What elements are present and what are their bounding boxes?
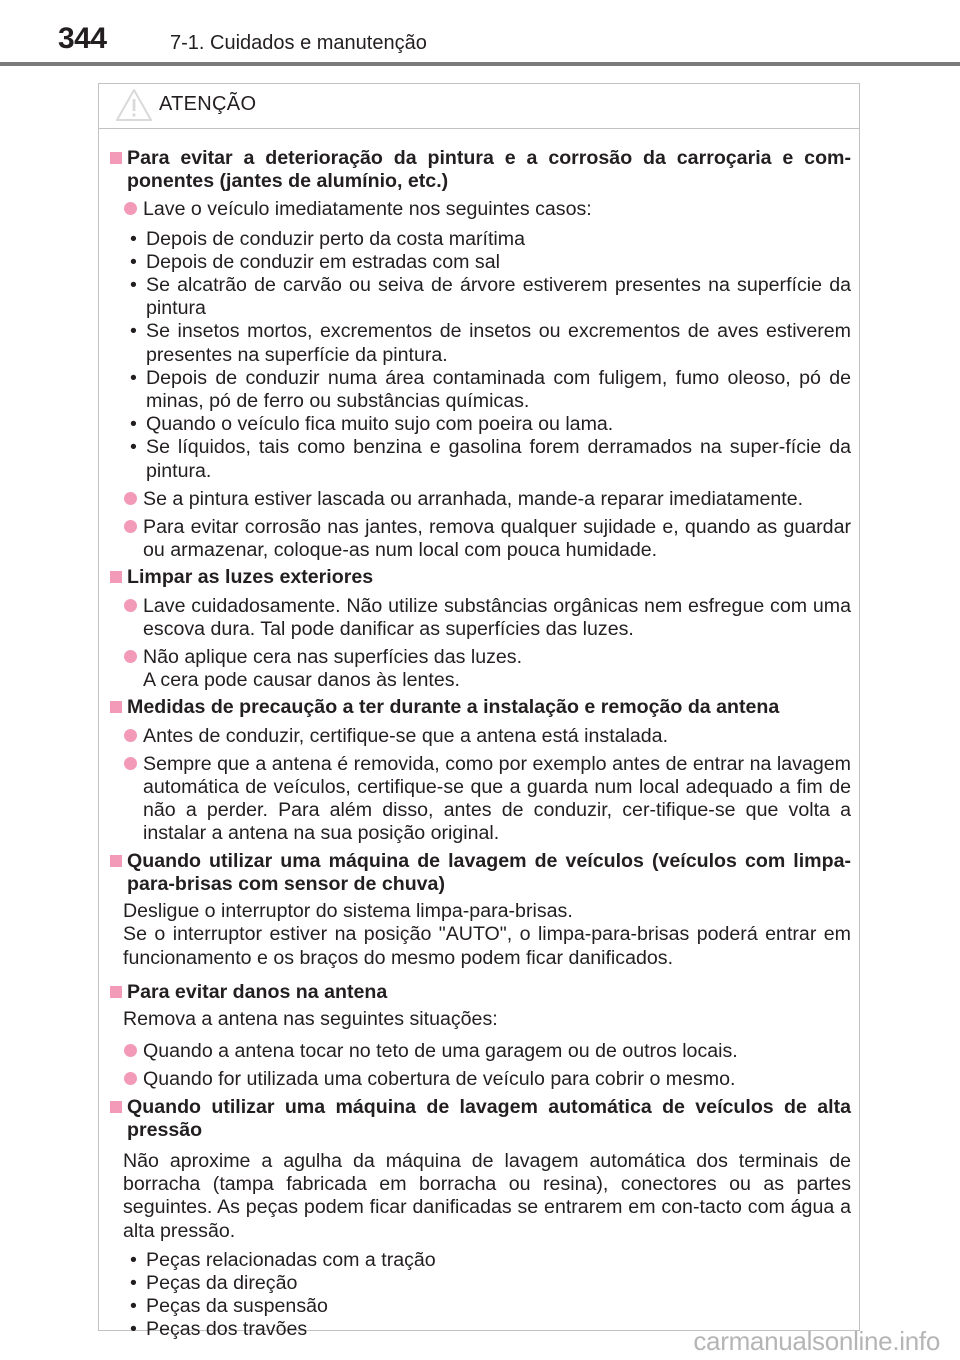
circle-item	[109, 488, 851, 511]
bullet-icon: •	[130, 413, 137, 436]
bullet-item-text: Depois de conduzir numa área contaminada com fuligem, fumo oleoso, pó de minas, pó de ferro ou substâncias químicas.	[146, 366, 851, 413]
section-heading	[109, 147, 851, 193]
square-bullet-icon	[110, 701, 122, 713]
circle-item	[109, 516, 851, 562]
bullet-item	[109, 274, 851, 320]
square-bullet-icon	[110, 855, 122, 867]
circle-item-text: A cera pode causar danos às lentes.	[143, 669, 460, 692]
warning-content	[109, 147, 851, 1342]
circle-item	[109, 595, 851, 641]
bullet-item-text: Depois de conduzir perto da costa marítima	[146, 227, 525, 250]
bullet-icon: •	[130, 320, 137, 343]
circle-item-text: Quando for utilizada uma cobertura de veículo para cobrir o mesmo.	[143, 1068, 736, 1091]
section-heading	[109, 981, 851, 1004]
bullet-item	[109, 1272, 851, 1295]
bullet-icon: •	[130, 250, 137, 273]
section-heading	[109, 1096, 851, 1142]
circle-item	[109, 646, 851, 692]
bullet-icon: •	[130, 1271, 137, 1294]
circle-item	[109, 1040, 851, 1063]
warning-label: ATENÇÃO	[159, 93, 257, 115]
page-number: 344	[58, 22, 107, 55]
section-heading-text: Medidas de precaução a ter durante a instalação e remoção da antena	[127, 696, 780, 719]
bullet-item-text: Peças dos travões	[146, 1318, 308, 1341]
section-heading-text: Quando utilizar uma máquina de lavagem de veículos (veículos com limpa-para-brisas com sensor de chuva)	[127, 849, 851, 895]
bullet-item	[109, 436, 851, 482]
circle-bullet-icon	[124, 1044, 137, 1057]
circle-item-text: Se a pintura estiver lascada ou arranhada, mande-a reparar imediatamente.	[143, 487, 804, 510]
circle-item-text: Lave cuidadosamente. Não utilize substâncias orgânicas nem esfregue com uma escova dura. Tal pode danificar as superfícies das luzes.	[143, 594, 851, 640]
paragraph: Não aproxime a agulha da máquina de lavagem automática dos terminais de borracha (tampa fabricada em borracha ou resina), conectores ou as partes seguintes. As peças podem ficar danificadas se entrarem em con-tacto com água a alta pressão.	[123, 1149, 851, 1242]
paragraph: Remova a antena nas seguintes situações:	[123, 1007, 498, 1030]
watermark: carmanualsonline.info	[693, 1326, 940, 1356]
circle-item-text: Não aplique cera nas superfícies das luzes.	[143, 646, 523, 669]
warning-divider	[99, 128, 859, 129]
bullet-item	[109, 1249, 851, 1272]
circle-item-text: Quando a antena tocar no teto de uma garagem ou de outros locais.	[143, 1040, 738, 1063]
section-heading-text: Para evitar a deterioração da pintura e a corrosão da carroçaria e com-ponentes (jantes de alumínio, etc.)	[127, 147, 851, 193]
bullet-icon: •	[130, 274, 137, 297]
paragraph-line: Desligue o interruptor do sistema limpa-para-brisas.	[123, 900, 573, 923]
section-heading	[109, 696, 851, 719]
circle-item	[109, 1068, 851, 1091]
bullet-item-text: Peças relacionadas com a tração	[146, 1248, 436, 1271]
circle-bullet-icon	[124, 599, 137, 612]
circle-bullet-icon	[124, 1072, 137, 1085]
bullet-icon: •	[130, 436, 137, 459]
header-divider	[0, 62, 960, 66]
bullet-icon: •	[130, 227, 137, 250]
section-title: 7-1. Cuidados e manutenção	[170, 32, 427, 54]
bullet-icon: •	[130, 1295, 137, 1318]
bullet-item	[109, 251, 851, 274]
bullet-item	[109, 228, 851, 251]
bullet-item-text: Se alcatrão de carvão ou seiva de árvore estiverem presentes na superfície da pintura	[146, 274, 851, 320]
bullet-item	[109, 413, 851, 436]
circle-item-text: Para evitar corrosão nas jantes, remova qualquer sujidade e, quando as guardar ou armazenar, coloque-as num local com pouca humidade.	[143, 516, 851, 562]
bullet-icon: •	[130, 366, 137, 389]
circle-item	[109, 725, 851, 748]
bullet-item-text: Peças da suspensão	[146, 1295, 328, 1318]
bullet-item-text: Depois de conduzir em estradas com sal	[146, 250, 500, 273]
circle-item	[109, 198, 851, 221]
circle-item-text: Antes de conduzir, certifique-se que a antena está instalada.	[143, 724, 669, 747]
circle-bullet-icon	[124, 202, 137, 215]
section-heading-text: Quando utilizar uma máquina de lavagem automática de veículos de alta pressão	[127, 1095, 851, 1141]
section-heading	[109, 850, 851, 896]
bullet-item	[109, 320, 851, 366]
square-bullet-icon	[110, 986, 122, 998]
circle-bullet-icon	[124, 757, 137, 770]
bullet-item-text: Quando o veículo fica muito sujo com poeira ou lama.	[146, 413, 614, 436]
paragraph	[109, 900, 851, 970]
circle-bullet-icon	[124, 729, 137, 742]
circle-bullet-icon	[124, 650, 137, 663]
bullet-item-text: Se insetos mortos, excrementos de insetos ou excrementos de aves estiverem presentes na superfície da pintura.	[146, 320, 851, 366]
square-bullet-icon	[110, 152, 122, 164]
section-heading-text: Para evitar danos na antena	[127, 980, 388, 1003]
circle-item	[109, 753, 851, 846]
warning-header	[99, 84, 859, 129]
circle-bullet-icon	[124, 492, 137, 505]
warning-triangle-icon	[115, 88, 153, 122]
page-header	[0, 0, 960, 70]
section-heading-text: Limpar as luzes exteriores	[127, 566, 374, 589]
bullet-item	[109, 367, 851, 413]
bullet-item-text: Se líquidos, tais como benzina e gasolina forem derramados na super-fície da pintura.	[146, 436, 851, 482]
square-bullet-icon	[110, 571, 122, 583]
paragraph-line: Se o interruptor estiver na posição "AUTO", o limpa-para-brisas poderá entrar em funcionamento e os braços do mesmo podem ficar danificados.	[123, 923, 851, 969]
square-bullet-icon	[110, 1101, 122, 1113]
bullet-item-text: Peças da direção	[146, 1271, 298, 1294]
bullet-icon: •	[130, 1318, 137, 1341]
section-heading	[109, 566, 851, 589]
bullet-icon: •	[130, 1248, 137, 1271]
warning-box	[98, 83, 860, 1341]
bullet-item	[109, 1295, 851, 1318]
circle-item-text: Sempre que a antena é removida, como por exemplo antes de entrar na lavagem automática de veículos, certifique-se que a guarda num local adequado a fim de não a perder. Para além disso, antes de conduzir, cer-tifique-se que volta a instalar a antena na sua posição original.	[143, 752, 851, 845]
circle-bullet-icon	[124, 520, 137, 533]
circle-item-text: Lave o veículo imediatamente nos seguintes casos:	[143, 198, 592, 221]
